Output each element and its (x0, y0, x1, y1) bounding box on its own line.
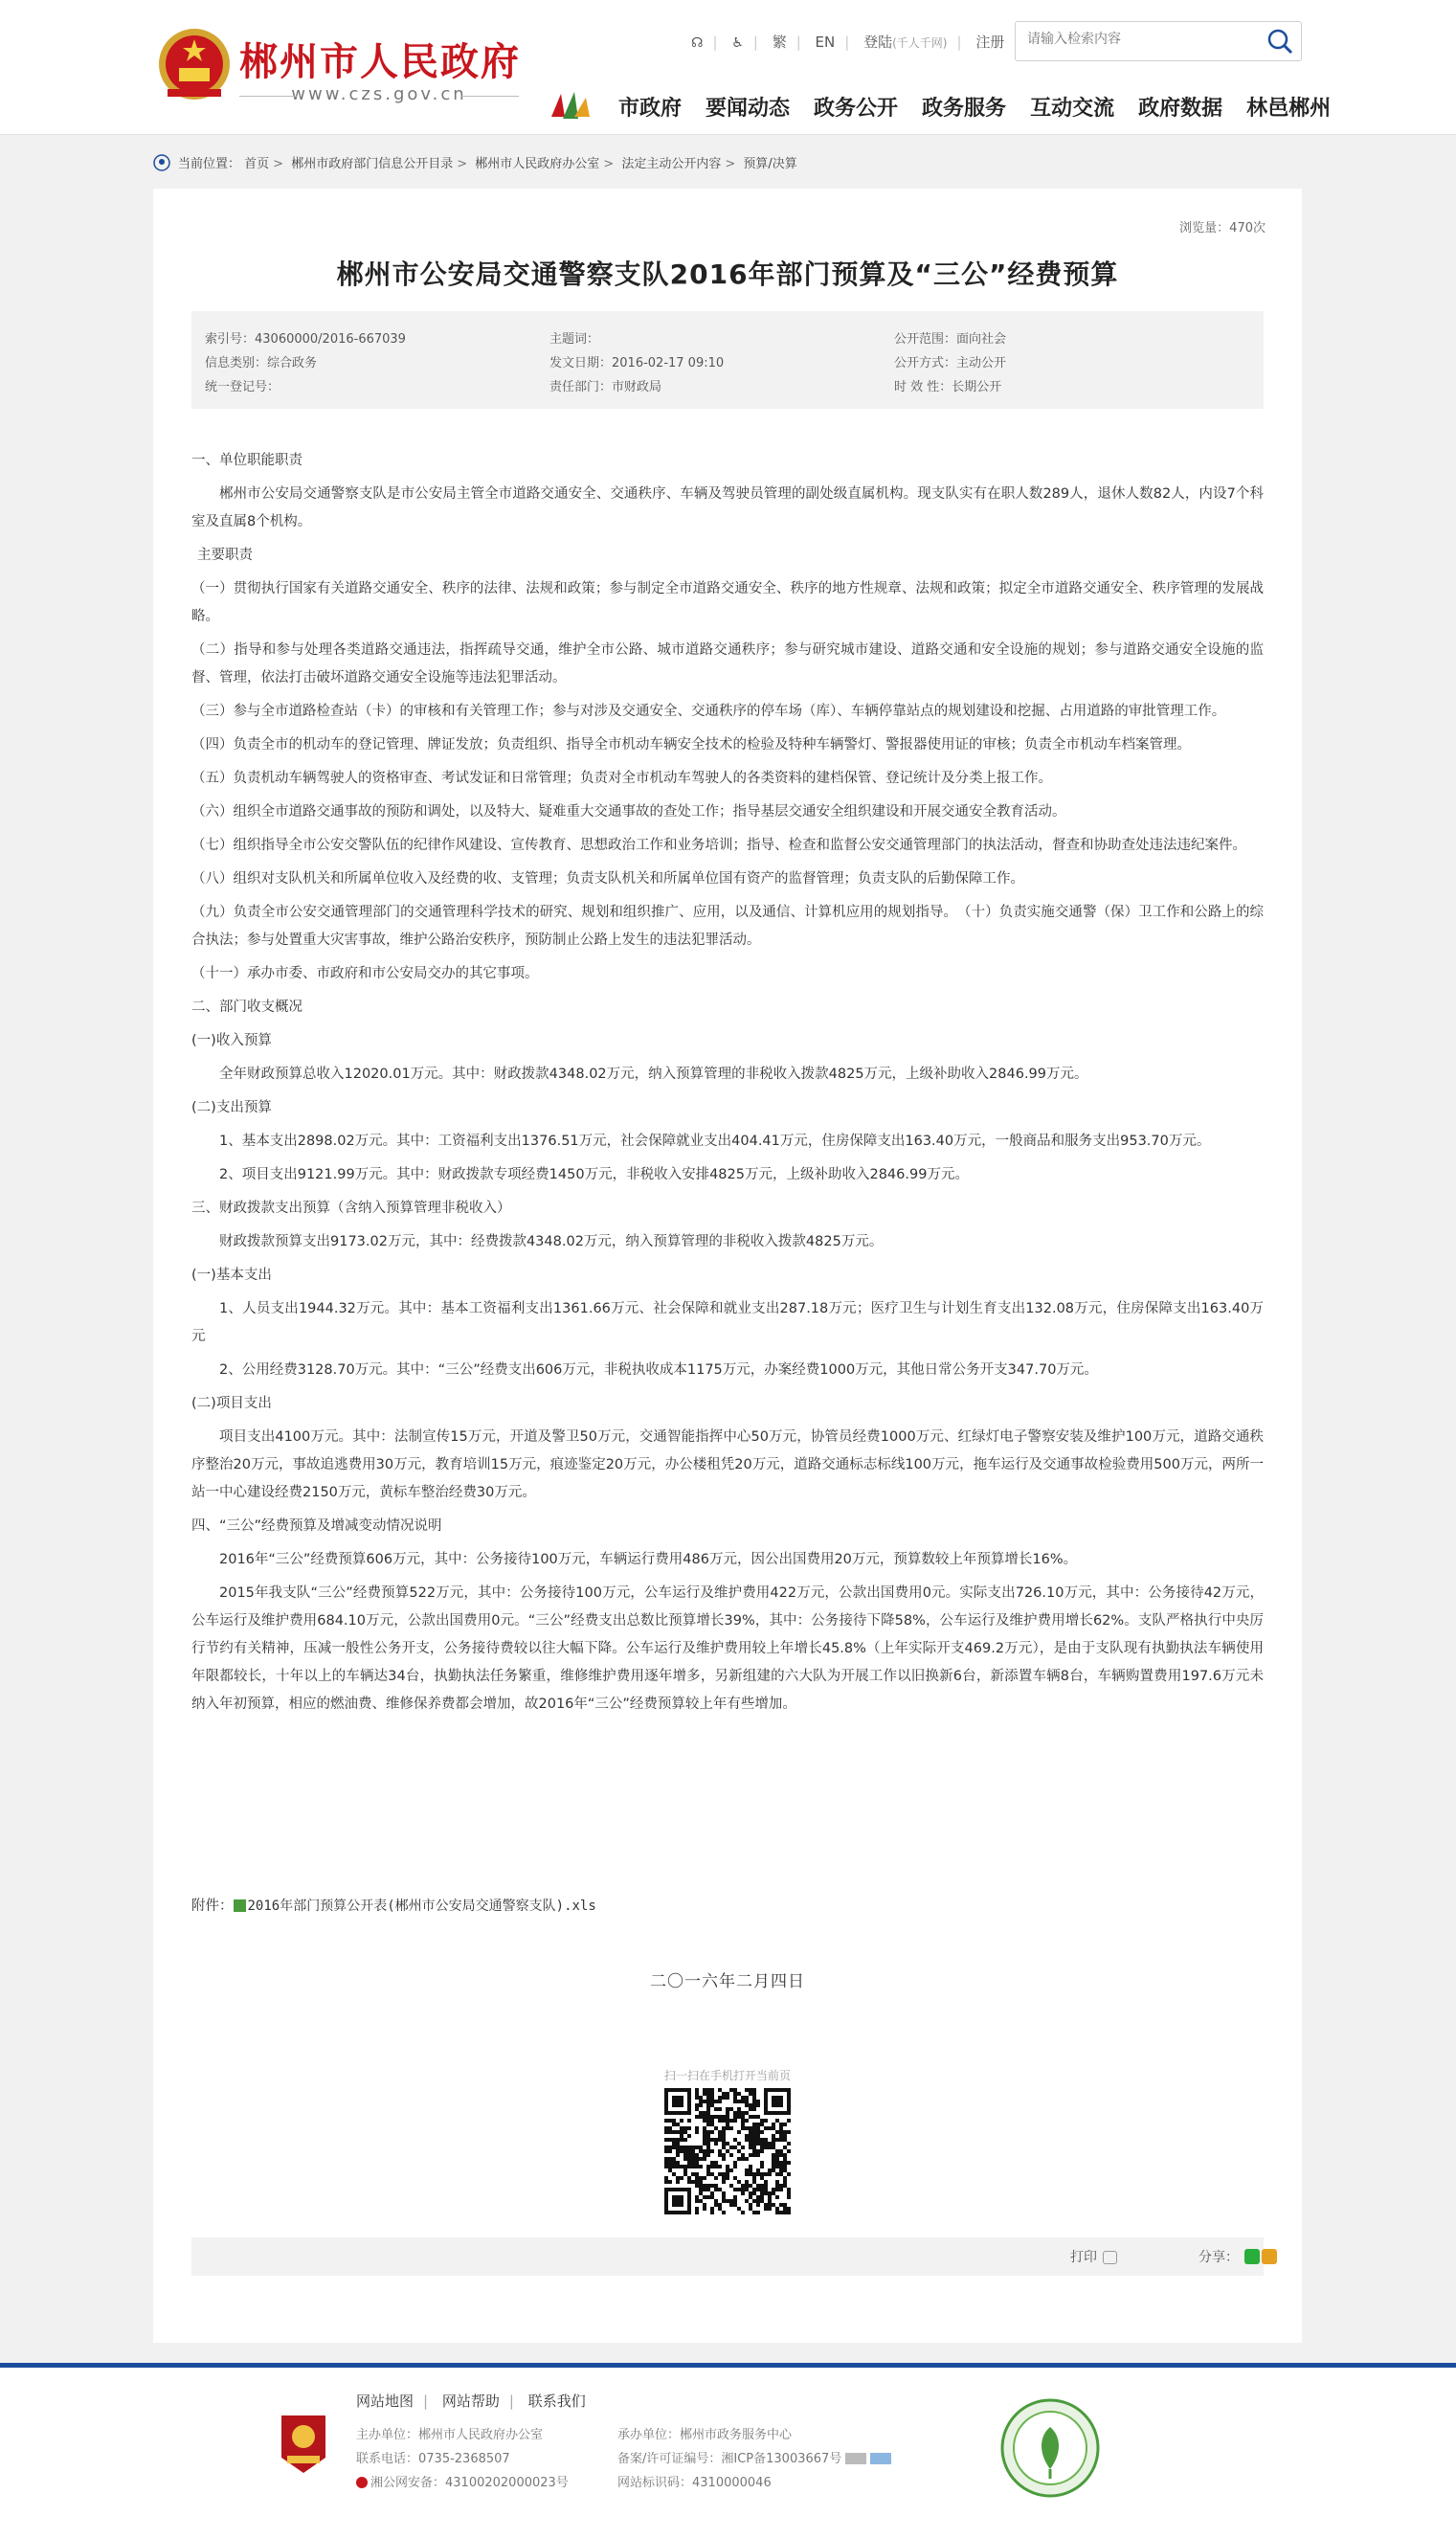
footer-icp[interactable]: 备案/许可证编号：湘ICP备13003667号 (617, 2447, 891, 2471)
share-label: 分享： (1198, 2250, 1239, 2265)
nav-item[interactable]: 政府数据 (1138, 97, 1223, 121)
share-group (1198, 2247, 1277, 2266)
meta-responsible: 责任部门：市财政局 (549, 380, 662, 394)
site-name[interactable]: 郴州市人民政府 (239, 39, 521, 84)
weibo-icon[interactable] (1262, 2249, 1277, 2264)
breadcrumb-label: 当前位置： (178, 157, 241, 171)
breadcrumb-item[interactable]: 法定主动公开内容 (621, 157, 722, 171)
breadcrumb-item[interactable]: 郴州市政府部门信息公开目录 (291, 157, 454, 171)
meta-info-category: 信息类别：综合政务 (205, 356, 318, 371)
article-paragraph: (一)基本支出 (191, 1268, 272, 1283)
search-input[interactable] (1025, 31, 1259, 48)
footer-info-left (356, 2423, 569, 2495)
article-paragraph: 全年财政预算总收入12020.01万元。其中：财政拨款4348.02万元，纳入预算管理的非税收入拨款4825万元，上级补助收入2846.99万元。 (219, 1067, 1088, 1082)
article-paragraph: 郴州市公安局交通警察支队是市公安局主管全市道路交通安全、交通秩序、车辆及驾驶员管理的副处级直属机构。现支队实有在职人数289人，退休人数82人，内设7个科室及直属8个机构。 (191, 486, 1264, 529)
article-paragraph: （八）组织对支队机关和所属单位收入及经费的收、支管理；负责支队机关和所属单位国有资产的监督管理；负责支队的后勤保障工作。 (191, 871, 1024, 887)
article-date: 二〇一六年二月四日 (650, 1972, 805, 1991)
breadcrumb-item[interactable]: 首页 (244, 157, 270, 171)
article-paragraph: （九）负责全市公安交通管理部门的交通管理科学技术的研究、规划和组织推广、应用，以及通信、计算机应用的规划指导。 （十）负责实施交通警（保）卫工作和公路上的综合执法；参与处置重大灾害事故，维护公路治安秩序，预防制止公路上发生的违法犯罪活动。 (191, 905, 1264, 948)
search-box (1015, 21, 1302, 61)
login-note: (千人千网) (892, 36, 948, 50)
article-paragraph: 财政拨款预算支出9173.02万元，其中：经费拨款4348.02万元，纳入预算管理的非税收入拨款4825万元。 (219, 1234, 884, 1249)
article-paragraph: 主要职责 (197, 548, 253, 563)
article-paragraph: （十一）承办市委、市政府和市公安局交办的其它事项。 (191, 966, 539, 981)
excel-file-icon (234, 1899, 246, 1912)
nav-logo-icon (548, 88, 597, 123)
footer-site-code: 网站标识码：4310000046 (617, 2476, 772, 2490)
breadcrumb-item[interactable]: 郴州市人民政府办公室 (475, 157, 600, 171)
main-nav (618, 92, 1331, 122)
article-paragraph: 一、单位职能职责 (191, 453, 302, 468)
article-paragraph: （三）参与全市道路检查站（卡）的审核和有关管理工作；参与对涉及交通安全、交通秩序的停车场（库）、车辆停靠站点的规划建设和挖掘、占用道路的审批管理工作。 (191, 704, 1226, 719)
article-paragraph: 2015年我支队“三公”经费预算522万元，其中：公务接待100万元，公车运行及维护费用422万元，公款出国费用0元。实际支出726.10万元，其中：公务接待42万元，公车运行及维护费用684.10万元，公款出国费用0元。“三公”经费支出总数比预算增长39%，其中：公务接待下降58%，公车运行及维护费用增长62%。支队严格执行中央厉行节约有关精神，压减一般性公务开支，公务接待费较以往大幅下降。公车运行及维护费用较上年增长45.8%（上年实际开支469.2万元），是由于支队现有执勤执法车辆使用年限都较长，十年以上的车辆达34台，执勤执法任务繁重，维修维护费用逐年增多，另新组建的六大队为开展工作以旧换新6台，新添置车辆8台，车辆购置费用197.6万元未纳入年初预算，相应的燃油费、维修保养费都会增加，故2016年“三公”经费预算较上年有些增加。 (191, 1585, 1264, 1712)
nav-item[interactable]: 互动交流 (1030, 97, 1115, 121)
attachment-label: 附件： (191, 1899, 234, 1914)
footer-phone: 联系电话：0735-2368507 (356, 2452, 510, 2466)
nav-item[interactable]: 林邑郴州 (1246, 97, 1332, 121)
article-title: 郴州市公安局交通警察支队2016年部门预算及“三公”经费预算 (336, 258, 1119, 290)
english-link[interactable]: EN (815, 34, 836, 51)
breadcrumb: 当前位置： 首页 > 郴州市政府部门信息公开目录 > 郴州市人民政府办公室 > 法定主动公开内容 > 预算/决算 (153, 153, 797, 171)
share-bar (191, 2237, 1264, 2276)
footer-info-right (617, 2423, 891, 2495)
article-paragraph: （一）贯彻执行国家有关道路交通安全、秩序的法律、法规和政策；参与制定全市道路交通安全、秩序的地方性规章、法规和政策；拟定全市道路交通安全、秩序管理的发展战略。 (191, 581, 1264, 624)
location-pin-icon (153, 154, 170, 171)
footer-link-contact[interactable]: 联系我们 (527, 2393, 586, 2410)
wechat-icon[interactable] (1244, 2249, 1260, 2264)
meta-index-no: 索引号：43060000/2016-667039 (205, 332, 406, 347)
article-paragraph: 2、公用经费3128.70万元。其中：“三公”经费支出606万元，非税执收成本1175万元，办案经费1000万元，其他日常公务开支347.70万元。 (219, 1362, 1098, 1378)
article-meta (191, 311, 1264, 409)
qr-code-icon (664, 2088, 791, 2214)
article-paragraph: 2016年“三公”经费预算606万元，其中：公务接待100万元，车辆运行费用486万元，因公出国费用20万元，预算数较上年预算增长16%。 (219, 1552, 1078, 1567)
printer-icon (1103, 2251, 1117, 2264)
article-body (191, 447, 1264, 1724)
nav-item[interactable]: 要闻动态 (706, 97, 791, 121)
article-paragraph: 2、项目支出9121.99万元。其中：财政拨款专项经费1450万元，非税收入安排4825万元，上级补助收入2846.99万元。 (219, 1167, 969, 1182)
site-footer (0, 2363, 1456, 2539)
qr-caption: 扫一扫在手机打开当前页 (663, 2069, 791, 2082)
cnzz-stat-icon[interactable] (845, 2453, 866, 2464)
national-emblem-icon (156, 26, 233, 106)
article-paragraph: 项目支出4100万元。其中：法制宣传15万元，开道及警卫50万元，交通智能指挥中心50万元，协管员经费1000万元、红绿灯电子警察安装及维护100万元，道路交通秩序整治20万元，事故追逃费用30万元，教育培训15万元，痕迹鉴定20万元，办公楼租凭20万元，道路交通标志标线100万元，拖车运行及交通事故检验费用500万元，两所一站一中心建设经费2150万元，黄标车整治经费30万元。 (191, 1429, 1264, 1500)
site-header (0, 0, 1456, 135)
party-government-badge-icon[interactable] (278, 2410, 329, 2477)
accessibility-icon[interactable]: ☊ (691, 35, 704, 51)
police-badge-icon (356, 2477, 368, 2488)
meta-subject: 主题词： (549, 332, 600, 347)
footer-links: 网站地图 | 网站帮助 | 联系我们 (356, 2393, 586, 2410)
print-label: 打印 (1070, 2250, 1097, 2265)
article-paragraph: 1、人员支出1944.32万元。其中：基本工资福利支出1361.66万元、社会保障和就业支出287.18万元；医疗卫生与计划生育支出132.08万元，住房保障支出163.40万元 (191, 1301, 1264, 1344)
nav-item[interactable]: 政务服务 (922, 97, 1007, 121)
civilized-city-seal-icon[interactable] (1000, 2398, 1100, 2498)
traditional-chinese-link[interactable]: 繁 (772, 34, 787, 51)
article-paragraph: （六）组织全市道路交通事故的预防和调处，以及特大、疑难重大交通事故的查处工作；指导基层交通安全组织建设和开展交通安全教育活动。 (191, 804, 1066, 820)
top-links: ☊ | ♿ | 繁 | EN | 登陆(千人千网) | 注册 (691, 34, 1005, 51)
attachment (191, 1893, 1264, 1921)
site-url: www.czs.gov.cn (239, 84, 519, 104)
site-stat-icon[interactable] (870, 2453, 891, 2464)
footer-link-sitemap[interactable]: 网站地图 (356, 2393, 414, 2410)
article-paragraph: （四）负责全市的机动车的登记管理、牌证发放；负责组织、指导全市机动车辆安全技术的检验及特种车辆警灯、警报器使用证的审核；负责全市机动车档案管理。 (191, 737, 1191, 753)
login-link[interactable]: 登陆 (863, 34, 893, 51)
footer-organizer: 承办单位：郴州市政务服务中心 (617, 2428, 793, 2442)
view-count: 浏览量：470次 (1179, 221, 1266, 236)
search-icon[interactable] (1266, 28, 1293, 55)
nav-item[interactable]: 市政府 (618, 97, 683, 121)
article-paragraph: (二)支出预算 (191, 1100, 272, 1115)
article-paragraph: 1、基本支出2898.02万元。其中：工资福利支出1376.51万元，社会保障就业支出404.41万元，住房保障支出163.40万元，一般商品和服务支出953.70万元。 (219, 1134, 1211, 1149)
nav-item[interactable]: 政务公开 (814, 97, 899, 121)
article-panel (153, 189, 1302, 2343)
register-link[interactable]: 注册 (975, 34, 1005, 51)
meta-publish-date: 发文日期：2016-02-17 09:10 (549, 356, 725, 371)
attachment-link[interactable]: 2016年部门预算公开表(郴州市公安局交通警察支队).xls (247, 1899, 596, 1914)
article-paragraph: 三、财政拨款支出预算（含纳入预算管理非税收入） (191, 1201, 511, 1216)
article-paragraph: 四、“三公”经费预算及增减变动情况说明 (191, 1518, 442, 1534)
article-paragraph: 二、部门收支概况 (191, 1000, 302, 1015)
article-paragraph: （五）负责机动车辆驾驶人的资格审查、考试发证和日常管理；负责对全市机动车驾驶人的各类资料的建档保管、登记统计及分类上报工作。 (191, 771, 1052, 786)
footer-police-record[interactable]: 湘公网安备：43100202000023号 (356, 2471, 569, 2495)
breadcrumb-item[interactable]: 预算/决算 (743, 157, 797, 171)
meta-validity: 时 效 性：长期公开 (894, 380, 1002, 394)
meta-unified-code: 统一登记号： (205, 380, 280, 394)
print-button[interactable] (1070, 2247, 1117, 2266)
article-paragraph: （二）指导和参与处理各类道路交通违法，指挥疏导交通，维护全市公路、城市道路交通秩序；参与研究城市建设、道路交通和安全设施的规划；参与道路交通安全设施的监督、管理，依法打击破坏道路交通安全设施等违法犯罪活动。 (191, 642, 1264, 685)
article-paragraph: （七）组织指导全市公安交警队伍的纪律作风建设、宣传教育、思想政治工作和业务培训；指导、检查和监督公安交通管理部门的执法活动，督查和协助查处违法违纪案件。 (191, 838, 1246, 853)
accessibility-link[interactable]: ♿ (731, 35, 744, 51)
meta-scope: 公开范围：面向社会 (894, 332, 1007, 347)
article-paragraph: (二)项目支出 (191, 1396, 272, 1411)
footer-sponsor: 主办单位：郴州市人民政府办公室 (356, 2428, 544, 2442)
article-paragraph: (一)收入预算 (191, 1033, 272, 1048)
meta-method: 公开方式：主动公开 (894, 356, 1007, 371)
footer-link-help[interactable]: 网站帮助 (441, 2393, 500, 2410)
